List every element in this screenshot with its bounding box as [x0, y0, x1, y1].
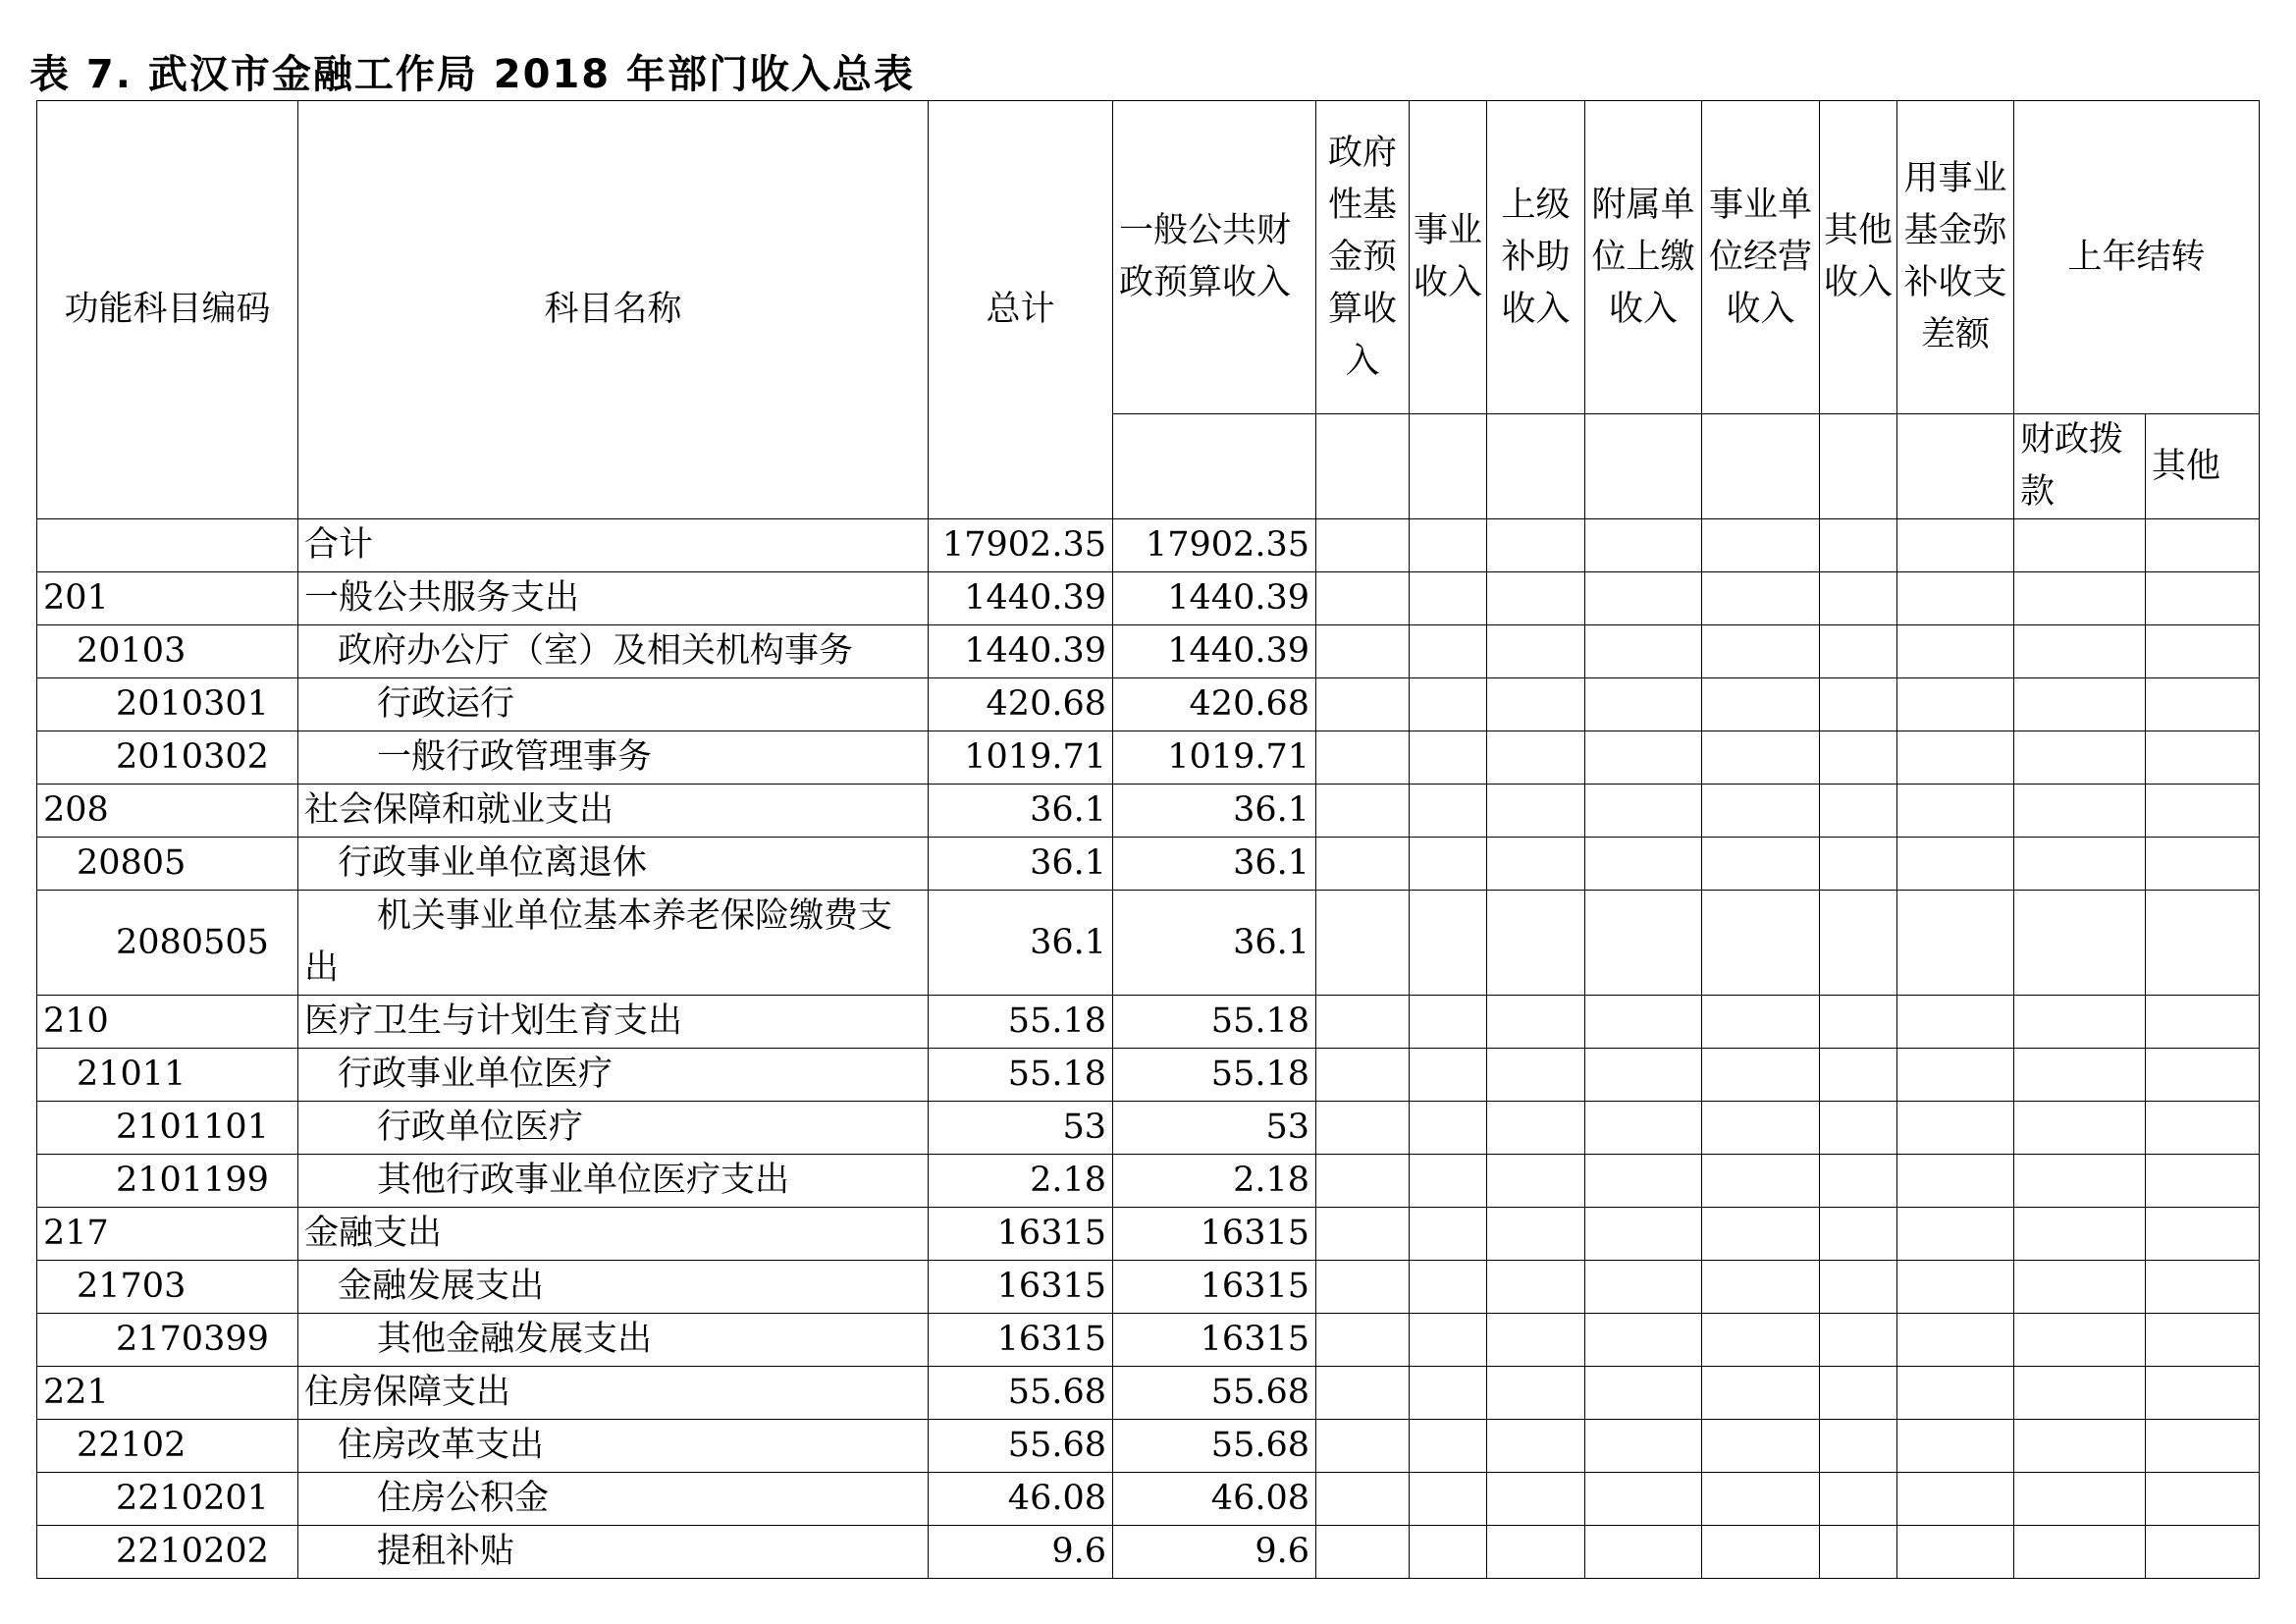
row-total: 16315: [929, 1314, 1113, 1367]
header-general-budget: 一般公共财政预算收入: [1113, 101, 1316, 414]
table-title: 表 7. 武汉市金融工作局 2018 年部门收入总表: [29, 52, 916, 97]
row-code: 2010301: [37, 678, 298, 731]
row-general: 1440.39: [1113, 572, 1316, 625]
header-business-operation: 事业单位经营收入: [1702, 101, 1820, 414]
row-total: 36.1: [929, 838, 1113, 891]
row-name: 机关事业单位基本养老保险缴费支出: [298, 891, 929, 996]
income-summary-table: [36, 100, 2260, 1579]
row-general: 55.68: [1113, 1420, 1316, 1473]
row-name: 提租补贴: [298, 1526, 929, 1579]
row-name: 其他行政事业单位医疗支出: [298, 1155, 929, 1208]
table-row: [37, 572, 2260, 625]
row-general: 55.68: [1113, 1367, 1316, 1420]
row-code: 221: [37, 1367, 298, 1420]
table-row: [37, 731, 2260, 785]
row-name: 医疗卫生与计划生育支出: [298, 996, 929, 1049]
table-row: [37, 891, 2260, 996]
row-general: 36.1: [1113, 785, 1316, 838]
row-total: 16315: [929, 1208, 1113, 1261]
row-total: 1440.39: [929, 572, 1113, 625]
table-row: [37, 1314, 2260, 1367]
row-general: 16315: [1113, 1261, 1316, 1314]
row-total: 1440.39: [929, 625, 1113, 678]
row-general: 1019.71: [1113, 731, 1316, 785]
row-total: 55.68: [929, 1420, 1113, 1473]
table-row: [37, 1420, 2260, 1473]
row-total: 46.08: [929, 1473, 1113, 1526]
header-total: 总计: [929, 101, 1113, 519]
row-code: 2210202: [37, 1526, 298, 1579]
table-row: [37, 838, 2260, 891]
table-row: [37, 1208, 2260, 1261]
row-code: 21011: [37, 1049, 298, 1102]
row-name: 一般公共服务支出: [298, 572, 929, 625]
row-name: 其他金融发展支出: [298, 1314, 929, 1367]
header-gov-fund: 政府性基金预算收入: [1316, 101, 1410, 414]
row-total: 420.68: [929, 678, 1113, 731]
header-carryover: 上年结转: [2014, 101, 2260, 414]
row-general: 16315: [1113, 1314, 1316, 1367]
row-general: 9.6: [1113, 1526, 1316, 1579]
table-row: [37, 1367, 2260, 1420]
row-name: 金融支出: [298, 1208, 929, 1261]
row-code: 2210201: [37, 1473, 298, 1526]
row-name: 行政事业单位医疗: [298, 1049, 929, 1102]
row-name: 行政单位医疗: [298, 1102, 929, 1155]
row-name: 行政运行: [298, 678, 929, 731]
row-general: 1440.39: [1113, 625, 1316, 678]
table-row: [37, 1261, 2260, 1314]
row-general: 16315: [1113, 1208, 1316, 1261]
table-header: [37, 101, 2260, 519]
row-total: 1019.71: [929, 731, 1113, 785]
row-total: 9.6: [929, 1526, 1113, 1579]
table-row: [37, 1473, 2260, 1526]
row-code: 2010302: [37, 731, 298, 785]
row-code: 2101199: [37, 1155, 298, 1208]
row-name: 住房改革支出: [298, 1420, 929, 1473]
row-code: 217: [37, 1208, 298, 1261]
row-total: 36.1: [929, 785, 1113, 838]
row-name: 住房公积金: [298, 1473, 929, 1526]
row-name: 社会保障和就业支出: [298, 785, 929, 838]
row-general: 46.08: [1113, 1473, 1316, 1526]
header-carryover-fiscal: 财政拨款: [2014, 414, 2146, 519]
row-general: 420.68: [1113, 678, 1316, 731]
row-general: 17902.35: [1113, 519, 1316, 572]
header-carryover-other: 其他: [2146, 414, 2260, 519]
header-affiliated: 附属单位上缴收入: [1585, 101, 1702, 414]
row-general: 55.18: [1113, 996, 1316, 1049]
table-row: [37, 678, 2260, 731]
table-row: [37, 1155, 2260, 1208]
table-row: [37, 996, 2260, 1049]
row-total: 16315: [929, 1261, 1113, 1314]
table-row: [37, 785, 2260, 838]
header-code: 功能科目编码: [37, 101, 298, 519]
row-code: 201: [37, 572, 298, 625]
row-total: 53: [929, 1102, 1113, 1155]
row-general: 36.1: [1113, 838, 1316, 891]
row-code: 21703: [37, 1261, 298, 1314]
row-code: 208: [37, 785, 298, 838]
row-code: 210: [37, 996, 298, 1049]
row-code: 20805: [37, 838, 298, 891]
row-code: [37, 519, 298, 572]
row-name: 政府办公厅（室）及相关机构事务: [298, 625, 929, 678]
row-total: 55.18: [929, 1049, 1113, 1102]
table-body: [37, 519, 2260, 1579]
header-other-income: 其他收入: [1820, 101, 1897, 414]
row-name: 行政事业单位离退休: [298, 838, 929, 891]
row-name: 金融发展支出: [298, 1261, 929, 1314]
table-row: [37, 625, 2260, 678]
header-fund-gap: 用事业基金弥补收支差额: [1897, 101, 2014, 414]
table-row: [37, 1526, 2260, 1579]
header-name: 科目名称: [298, 101, 929, 519]
row-total: 17902.35: [929, 519, 1113, 572]
row-total: 36.1: [929, 891, 1113, 996]
row-code: 2080505: [37, 891, 298, 996]
table-row: [37, 519, 2260, 572]
row-code: 2170399: [37, 1314, 298, 1367]
row-general: 36.1: [1113, 891, 1316, 996]
row-code: 2101101: [37, 1102, 298, 1155]
row-total: 55.18: [929, 996, 1113, 1049]
row-total: 2.18: [929, 1155, 1113, 1208]
header-business-income: 事业收入: [1410, 101, 1487, 414]
row-name: 住房保障支出: [298, 1367, 929, 1420]
row-name: 一般行政管理事务: [298, 731, 929, 785]
row-code: 22102: [37, 1420, 298, 1473]
table-row: [37, 1049, 2260, 1102]
header-superior-subsidy: 上级补助收入: [1487, 101, 1585, 414]
row-general: 2.18: [1113, 1155, 1316, 1208]
row-name: 合计: [298, 519, 929, 572]
row-general: 53: [1113, 1102, 1316, 1155]
row-total: 55.68: [929, 1367, 1113, 1420]
table-row: [37, 1102, 2260, 1155]
row-code: 20103: [37, 625, 298, 678]
row-general: 55.18: [1113, 1049, 1316, 1102]
